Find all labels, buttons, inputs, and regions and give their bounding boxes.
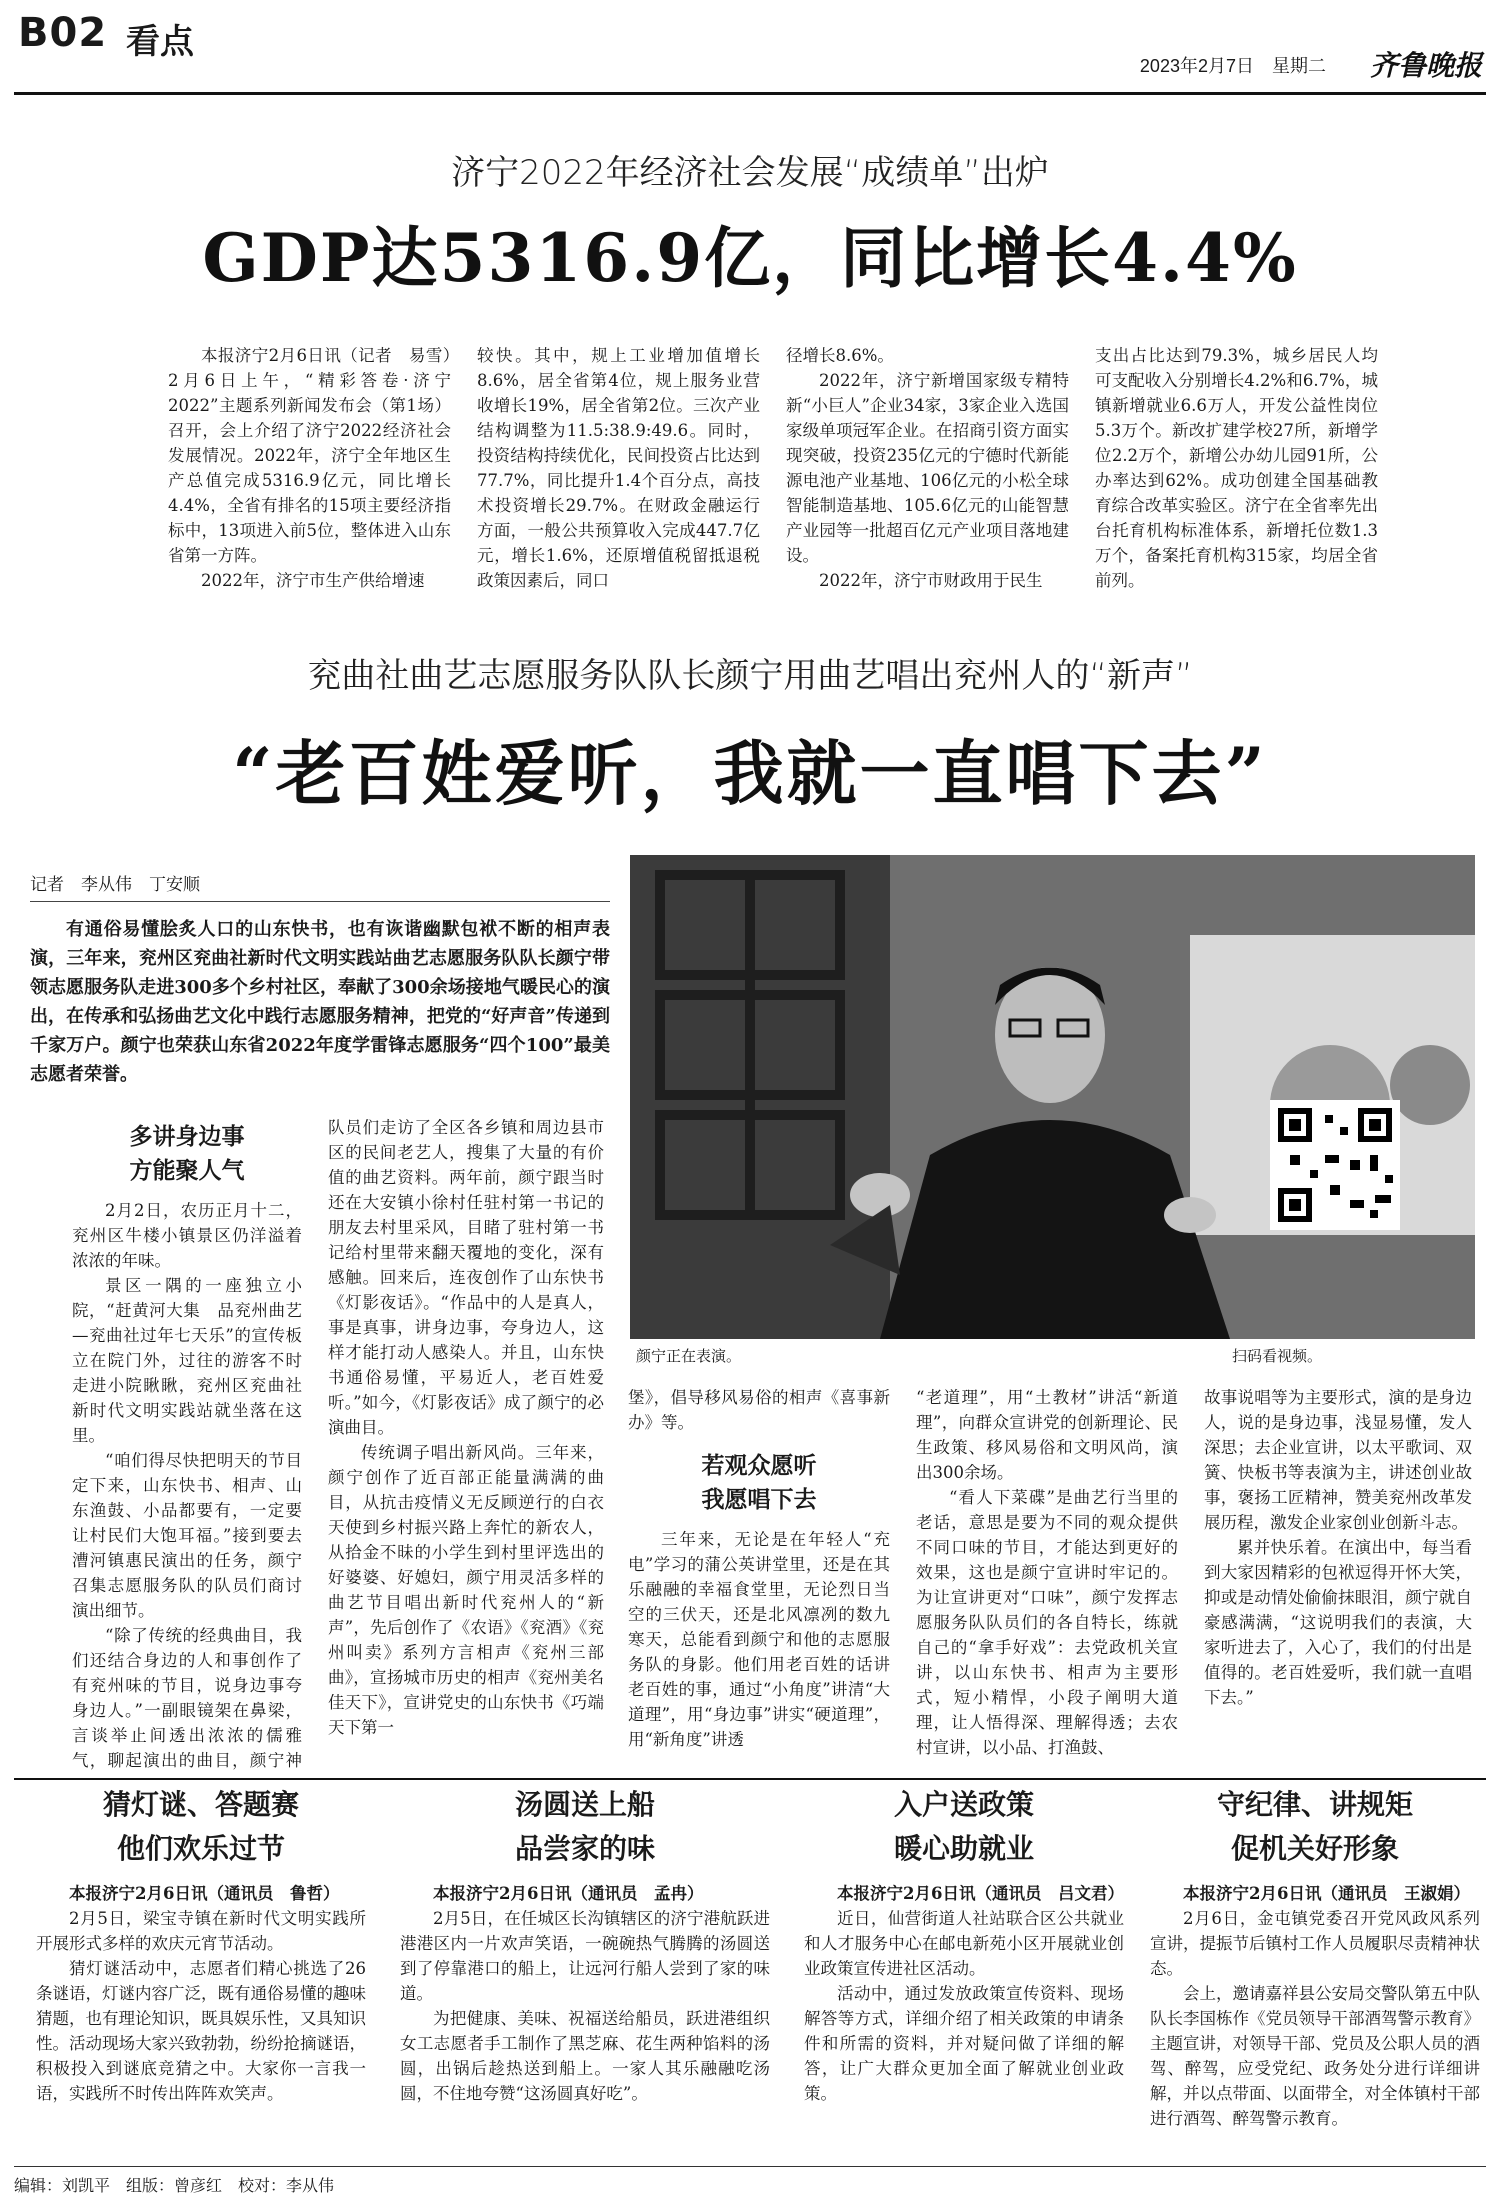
story2-paragraph: 故事说唱等为主要形式，演的是身边人，说的是身边事，浅显易懂，发人深思；去企业宣讲，以太平歌词、双簧、快板书等表演为主，讲述创业故事，褒扬工匠精神，赞美兖州改革发展历程，激发企业家创业创新斗志。 [1204, 1388, 1472, 1532]
page-credits: 编辑：刘凯平 组版：曾彦红 校对：李从伟 [14, 2166, 1486, 2196]
brief-lede: 本报济宁2月6日讯（通讯员 孟冉） [433, 1884, 704, 1903]
brief-body [804, 1881, 1124, 2106]
brief-body [1150, 1881, 1480, 2131]
story2-column [72, 1198, 302, 1773]
brief-paragraph: 活动中，通过发放政策宣传资料、现场解答等方式，详细介绍了相关政策的申请条件和所需的资料，并对疑问做了详细的解答，让广大群众更加全面了解就业创业政策。 [804, 1984, 1124, 2103]
page-header [14, 4, 1486, 95]
brief-lede: 本报济宁2月6日讯（通讯员 王淑娟） [1183, 1884, 1470, 1903]
story2-column [328, 1115, 604, 1770]
story2-column [628, 1385, 890, 1775]
story2-paragraph: 累并快乐着。在演出中，每当看到大家因精彩的包袱逗得开怀大笑，抑或是动情处偷偷抹眼泪，颜宁就自豪感满满，“这说明我们的表演，大家听进去了，入心了，我们的付出是值得的。老百姓爱听，我们就一直唱下去。” [1204, 1538, 1472, 1707]
story2-kicker: 兖曲社曲艺志愿服务队队长颜宁用曲艺唱出兖州人的“新声” [307, 656, 1193, 696]
story2-subhead [72, 1120, 302, 1188]
story2-subhead-line: 多讲身边事 [129, 1123, 245, 1150]
story2-paragraph: 传统调子唱出新风尚。三年来，颜宁创作了近百部正能量满满的曲目，从抗击疫情义无反顾逆行的白衣天使到乡村振兴路上奔忙的新农人，从拾金不昧的小学生到村里评选出的好婆婆、好媳妇，颜宁用灵活多样的曲艺节目唱出新时代兖州人的“新声”，先后创作了《农语》《兖酒》《兖州叫卖》系列方言相声《兖州三部曲》，宣扬城市历史的相声《兖州美名佳天下》，宣讲党史的山东快书《巧端天下第一 [328, 1443, 604, 1737]
issue-date: 2023年2月7日 星期二 [1139, 56, 1326, 76]
section-name: 看点 [126, 22, 194, 62]
story1-paragraph: 2022年，济宁新增国家级专精特新“小巨人”企业34家，3家企业入选国家级单项冠军企业。在招商引资方面实现突破，投资235亿元的宁德时代新能源电池产业基地、106亿元的小松全球智能制造基地、105.6亿元的山能智慧产业园等一批超百亿元产业项目落地建设。 [786, 371, 1069, 565]
story1-kicker: 济宁2022年经济社会发展“成绩单”出炉 [451, 153, 1049, 193]
qr-caption: 扫码看视频。 [1232, 1347, 1323, 1365]
brief-title: 他们欢乐过节 [116, 1832, 285, 1865]
story1-column [168, 343, 451, 593]
story2-paragraph: 队员们走访了全区各乡镇和周边县市区的民间老艺人，搜集了大量的有价值的曲艺资料。两年前，颜宁跟当时还在大安镇小徐村任驻村第一书记的朋友去村里采风，目睹了驻村第一书记给村里带来翻天覆地的变化，深有感触。回来后，连夜创作了山东快书《灯影夜话》。“作品中的人是真人，事是真事，讲身边事，夸身边人，这样才能打动人感染人。并且，山东快书通俗易懂，平易近人，老百姓爱听。”如今，《灯影夜话》成了颜宁的必演曲目。 [328, 1118, 604, 1437]
story2-column [916, 1385, 1178, 1775]
story1-headline: GDP达5316.9亿，同比增长4.4% [202, 219, 1298, 297]
story1-paragraph: 支出占比达到79.3%，城乡居民人均可支配收入分别增长4.2%和6.7%，城镇新增就业6.6万人，开发公益性岗位5.3万个。新改扩建学校27所，新增学位2.2万个，新增公办幼儿园91所，公办率达到62%。成功创建全国基础教育综合改革实验区。济宁在全省率先出台托育机构标准体系，新增托位数1.3万个，备案托育机构315家，均居全省前列。 [1095, 346, 1378, 590]
section-divider [14, 1778, 1486, 1780]
story2-subhead-line: 我愿唱下去 [701, 1486, 817, 1513]
performer-photo [630, 855, 1475, 1339]
photo-caption: 颜宁正在表演。 [636, 1347, 742, 1365]
story2-paragraph: 三年来，无论是在年轻人“充电”学习的蒲公英讲堂里，还是在其乐融融的幸福食堂里，无论烈日当空的三伏天，还是北风凛冽的数九寒天，总能看到颜宁和他的志愿服务队的身影。他们用老百姓的话讲老百姓的事，通过“小角度”讲清“大道理”，用“身边事”讲实“硬道理”，用“新角度”讲透 [628, 1530, 890, 1749]
brief-title: 品尝家的味 [514, 1832, 655, 1865]
brief-article [1150, 1783, 1480, 2128]
newspaper-logo: 齐鲁晚报 [1369, 49, 1482, 82]
story2-subhead-line: 若观众愿听 [701, 1452, 817, 1479]
story1-body [168, 343, 1378, 593]
story1-column [477, 343, 760, 593]
brief-body [36, 1881, 366, 2106]
story2-paragraph: 2月2日，农历正月十二，兖州区牛楼小镇景区仍洋溢着浓浓的年味。 [72, 1201, 302, 1270]
story2-paragraph: 堡》，倡导移风易俗的相声《喜事新办》等。 [628, 1388, 890, 1432]
brief-lede: 本报济宁2月6日讯（通讯员 鲁哲） [69, 1884, 340, 1903]
brief-paragraph: 2月5日，在任城区长沟镇辖区的济宁港航跃进港港区内一片欢声笑语，一碗碗热气腾腾的汤圆送到了停靠港口的船上，让远河行船人尝到了家的味道。 [400, 1909, 770, 2003]
brief-paragraph: 2月5日，梁宝寺镇在新时代文明实践所开展形式多样的欢庆元宵节活动。 [36, 1909, 366, 1953]
story2-lead [30, 915, 610, 1089]
brief-paragraph: 2月6日，金屯镇党委召开党风政风系列宣讲，提振节后镇村工作人员履职尽责精神状态。 [1150, 1909, 1480, 1978]
story2-paragraph: 景区一隅的一座独立小院，“赶黄河大集 品兖州曲艺—兖曲社过年七天乐”的宣传板立在院门外，过往的游客不时走进小院瞅瞅，兖州区兖曲社新时代文明实践站就坐落在这里。 [72, 1276, 302, 1445]
page-number: B02 [18, 10, 108, 56]
story2-paragraph: “看人下菜碟”是曲艺行当里的老话，意思是要为不同的观众提供不同口味的节目，才能达到更好的效果，这也是颜宁宣讲时牢记的。为让宣讲更对“口味”，颜宁发挥志愿服务队队员们的各自特长，练就自己的“拿手好戏”：去党政机关宣讲，以山东快书、相声为主要形式，短小精悍，小段子阐明大道理，让人悟得深、理解得透；去农村宣讲，以小品、打渔鼓、 [916, 1488, 1178, 1757]
story1-paragraph: 2022年，济宁市生产供给增速 [201, 571, 425, 590]
story1-paragraph: 较快。其中，规上工业增加值增长8.6%，居全省第4位，规上服务业营收增长19%，居全省第2位。三次产业结构调整为11.5:38.9:49.6。同时，投资结构持续优化，民间投资占比达到77.7%，同比提升1.4个百分点，高技术投资增长29.7%。在财政金融运行方面，一般公共预算收入完成447.7亿元，增长1.6%，还原增值税留抵退税政策因素后，同口 [477, 346, 760, 590]
brief-title: 暖心助就业 [893, 1832, 1034, 1865]
brief-paragraph: 为把健康、美味、祝福送给船员，跃进港组织女工志愿者手工制作了黑芝麻、花生两种馅料的汤圆，出锅后趁热送到船上。一家人其乐融融吃汤圆，不住地夸赞“这汤圆真好吃”。 [400, 2009, 770, 2103]
brief-lede: 本报济宁2月6日讯（通讯员 吕文君） [837, 1884, 1124, 1903]
story2-byline: 记者 李从伟 丁安顺 [30, 870, 610, 902]
brief-article [36, 1783, 366, 2113]
performer-photo-art [630, 855, 1475, 1339]
story1-paragraph: 径增长8.6%。 [786, 346, 894, 365]
story1-column [786, 343, 1069, 593]
brief-title: 汤圆送上船 [514, 1788, 655, 1821]
story2-paragraph: “老道理”，用“土教材”讲活“新道理”，向群众宣讲党的创新理论、民生政策、移风易俗和文明风尚，演出300余场。 [916, 1388, 1178, 1482]
story2-column [1204, 1385, 1472, 1775]
story1-paragraph: 本报济宁2月6日讯（记者 易雪）2月6日上午，“精彩答卷·济宁2022”主题系列新闻发布会（第1场）召开，会上介绍了济宁2022经济社会发展情况。2022年，济宁全年地区生产总值完成5316.9亿元，同比增长4.4%，全省有排名的15项主要经济指标中，13项进入前5位，整体进入山东省第一方阵。 [168, 346, 451, 565]
story2-paragraph: “咱们得尽快把明天的节目定下来，山东快书、相声、山东渔鼓、小品都要有，一定要让村民们大饱耳福。”接到要去漕河镇惠民演出的任务，颜宁召集志愿服务队的队员们商讨演出细节。 [72, 1451, 302, 1620]
story1-column [1095, 343, 1378, 593]
brief-body [400, 1881, 770, 2106]
story2-lead-text: 有通俗易懂脍炙人口的山东快书，也有诙谐幽默包袱不断的相声表演，三年来，兖州区兖曲社新时代文明实践站曲艺志愿服务队队长颜宁带领志愿服务队走进300多个乡村社区，奉献了300余场接地气暖民心的演出，在传承和弘扬曲艺文化中践行志愿服务精神，把党的“好声音”传递到千家万户。颜宁也荣获山东省2022年度学雷锋志愿服务“四个100”最美志愿者荣誉。 [30, 919, 610, 1085]
story2-headline: “老百姓爱听，我就一直唱下去” [232, 732, 1268, 815]
brief-paragraph: 会上，邀请嘉祥县公安局交警队第五中队队长李国栋作《党员领导干部酒驾警示教育》主题宣讲，对领导干部、党员及公职人员的酒驾、醉驾，应受党纪、政务处分进行详细讲解，并以点带面、以面带全，对全体镇村干部进行酒驾、醉驾警示教育。 [1150, 1984, 1480, 2128]
story2-paragraph: “除了传统的经典曲目，我们还结合身边的人和事创作了有兖州味的节目，说身边事夸身边人。”一副眼镜架在鼻梁，言谈举止间透出浓浓的儒雅气，聊起演出的曲目，颜宁神 [72, 1626, 302, 1770]
brief-paragraph: 近日，仙营街道人社站联合区公共就业和人才服务中心在邮电新苑小区开展就业创业政策宣传进社区活动。 [804, 1909, 1124, 1978]
brief-title: 入户送政策 [893, 1788, 1034, 1821]
brief-article [804, 1783, 1124, 2113]
story2-subhead-line: 方能聚人气 [129, 1157, 245, 1184]
brief-title: 促机关好形象 [1230, 1832, 1399, 1865]
brief-article [400, 1783, 770, 2113]
brief-title: 猜灯谜、答题赛 [102, 1788, 299, 1821]
brief-paragraph: 猜灯谜活动中，志愿者们精心挑选了26条谜语，灯谜内容广泛，既有通俗易懂的趣味猜题，也有理论知识，既具娱乐性，又具知识性。活动现场大家兴致勃勃，纷纷抢摘谜语，积极投入到谜底竞猜之中。大家你一言我一语，实践所不时传出阵阵欢笑声。 [36, 1959, 366, 2103]
story1-paragraph: 2022年，济宁市财政用于民生 [819, 571, 1043, 590]
brief-title: 守纪律、讲规矩 [1216, 1788, 1413, 1821]
